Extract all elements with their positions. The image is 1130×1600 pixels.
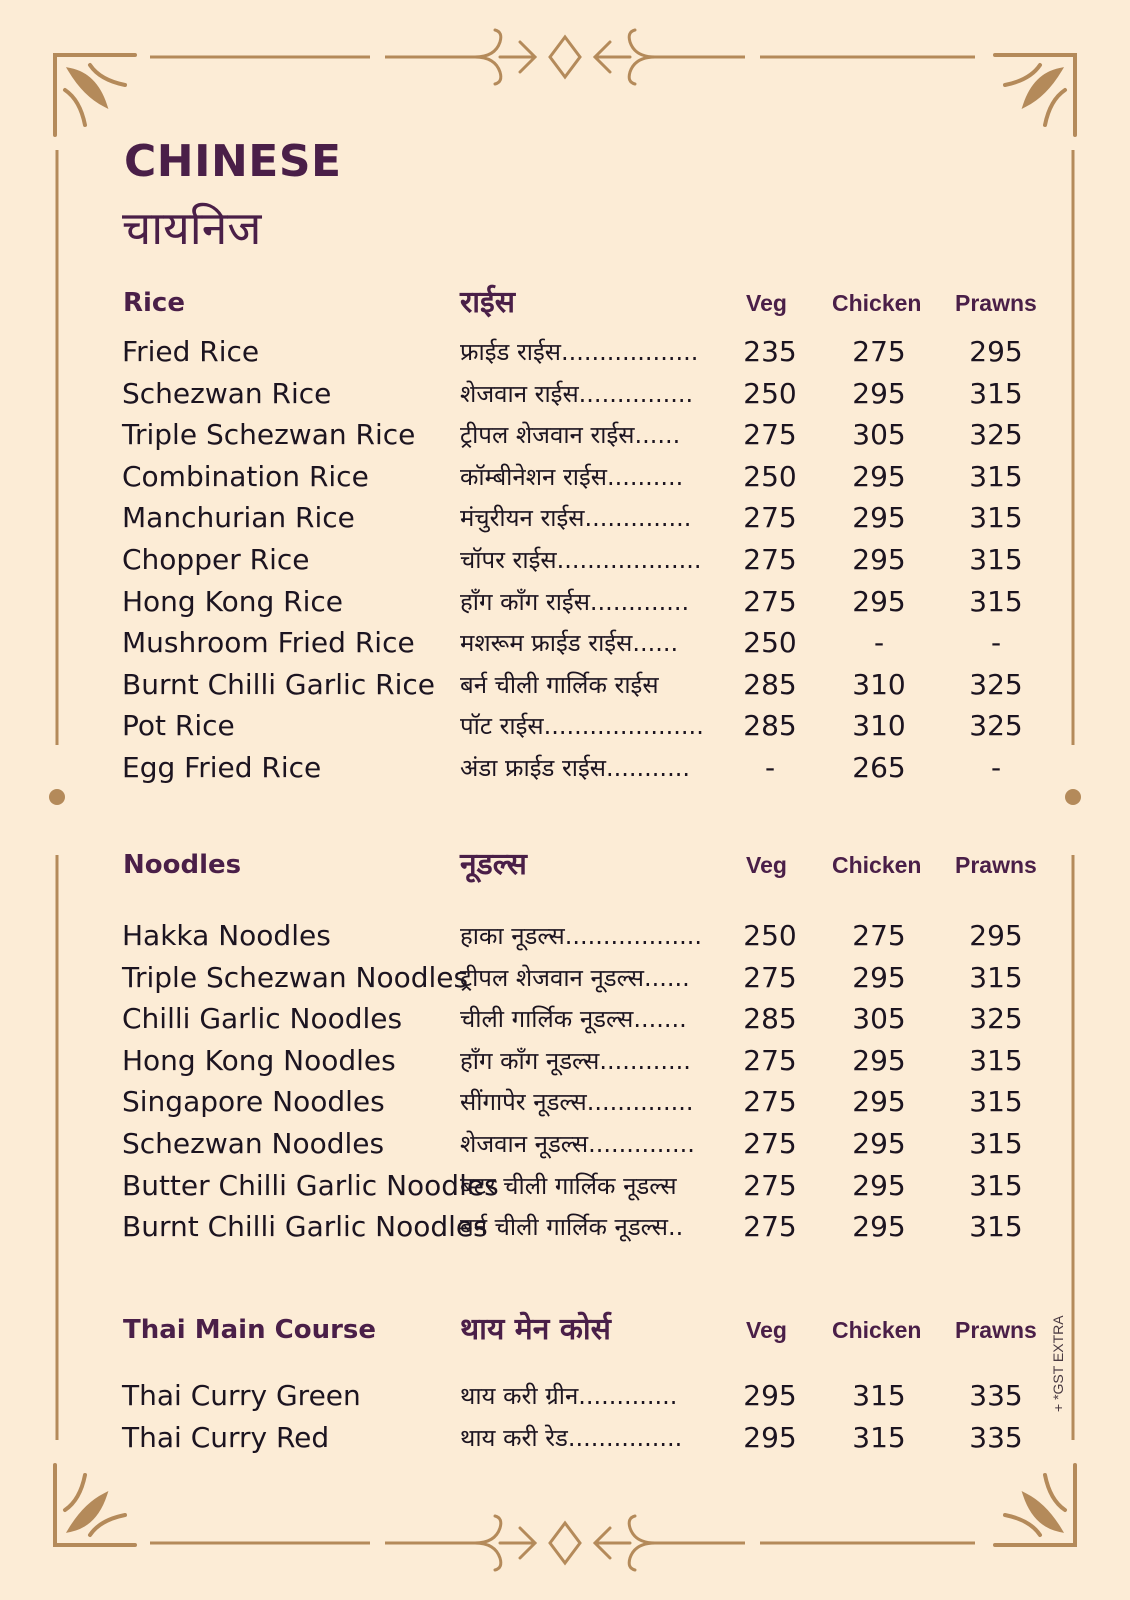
menu-item-row <box>0 916 1130 956</box>
section-title-hindi: थाय मेन कोर्स <box>460 1312 611 1347</box>
item-name-hindi: बर्न चीली गार्लिक राईस <box>460 670 659 699</box>
price-chicken: 265 <box>852 751 906 784</box>
bottom-flourish <box>385 1508 745 1578</box>
item-name: Mushroom Fried Rice <box>122 626 415 660</box>
menu-item-row <box>0 374 1130 414</box>
price-veg: 295 <box>743 1420 797 1454</box>
item-name: Singapore Noodles <box>122 1085 385 1119</box>
item-name: Manchurian Rice <box>122 501 355 535</box>
menu-item-row <box>0 958 1130 998</box>
section-header <box>0 1310 1130 1350</box>
column-chicken: Chicken <box>832 852 922 878</box>
item-name-hindi: हाका नूडल्स.................. <box>460 922 703 950</box>
column-veg: Veg <box>746 1317 787 1343</box>
price-veg: 250 <box>743 626 797 660</box>
price-chicken: - <box>873 626 885 660</box>
price-veg: 275 <box>743 1085 797 1119</box>
item-name-hindi: बर्न चीली गार्लिक नूडल्स.. <box>460 1213 684 1242</box>
menu-item-row <box>0 1207 1130 1247</box>
price-veg: 250 <box>743 459 797 493</box>
item-name-hindi: मशरूम फ्राईड राईस...... <box>460 629 679 658</box>
item-name: Hong Kong Rice <box>122 584 343 618</box>
item-name-hindi: चॉपर राईस................... <box>460 546 702 574</box>
item-name-hindi: ट्रीपल शेजवान राईस...... <box>460 421 681 450</box>
menu-item-row <box>0 540 1130 580</box>
price-veg: 285 <box>743 667 797 701</box>
section-header <box>0 283 1130 323</box>
price-chicken: 305 <box>852 1002 906 1036</box>
price-chicken: 295 <box>852 1168 906 1202</box>
item-name-hindi: शेजवान राईस............... <box>460 379 694 408</box>
section-title: Thai Main Course <box>123 1315 377 1345</box>
price-prawns: 325 <box>969 418 1023 452</box>
price-prawns: 315 <box>969 1168 1023 1202</box>
item-name: Schezwan Noodles <box>122 1127 385 1160</box>
price-prawns: - <box>990 626 1002 660</box>
item-name-hindi: थाय करी रेड............... <box>460 1423 683 1452</box>
price-prawns: 315 <box>969 1210 1023 1244</box>
price-prawns: 315 <box>969 501 1023 535</box>
price-veg: 285 <box>743 709 797 743</box>
item-name-hindi: बटर चीली गार्लिक नूडल्स <box>460 1171 677 1200</box>
menu-item-row <box>0 1376 1130 1416</box>
column-veg: Veg <box>746 290 787 316</box>
price-chicken: 305 <box>852 418 906 452</box>
menu-item-row <box>0 1124 1130 1164</box>
corner-ornament-bottom-left <box>50 1460 140 1550</box>
price-prawns: 315 <box>969 1043 1023 1077</box>
price-chicken: 295 <box>852 1085 906 1119</box>
price-chicken: 295 <box>852 960 906 994</box>
price-prawns: 315 <box>969 376 1023 410</box>
item-name: Egg Fried Rice <box>122 751 322 784</box>
price-veg: 285 <box>743 1002 797 1036</box>
column-prawns: Prawns <box>955 1317 1037 1343</box>
section-title: Rice <box>123 288 185 318</box>
menu-item-row <box>0 582 1130 622</box>
item-name: Hakka Noodles <box>122 919 331 952</box>
item-name-hindi: फ्राईड राईस.................. <box>460 338 699 366</box>
corner-ornament-top-right <box>990 50 1080 140</box>
price-veg: 275 <box>743 501 797 535</box>
price-veg: 275 <box>743 960 797 994</box>
price-chicken: 315 <box>852 1379 906 1412</box>
menu-item-row <box>0 999 1130 1039</box>
item-name: Schezwan Rice <box>122 376 332 410</box>
menu-item-row <box>0 457 1130 497</box>
price-veg: 235 <box>743 335 797 368</box>
price-chicken: 295 <box>852 1043 906 1077</box>
price-chicken: 275 <box>852 335 906 368</box>
price-prawns: 335 <box>969 1379 1023 1412</box>
item-name: Fried Rice <box>122 335 260 368</box>
menu-item-row <box>0 748 1130 788</box>
corner-ornament-top-left <box>50 50 140 140</box>
section-title: Noodles <box>123 850 242 880</box>
price-chicken: 295 <box>852 376 906 410</box>
price-prawns: 315 <box>969 1085 1023 1119</box>
item-name-hindi: हाँग काँग राईस............. <box>460 587 690 616</box>
item-name: Burnt Chilli Garlic Noodles <box>122 1210 488 1244</box>
item-name-hindi: मंचुरीयन राईस.............. <box>460 504 692 533</box>
item-name: Combination Rice <box>122 459 369 493</box>
item-name: Burnt Chilli Garlic Rice <box>122 667 435 701</box>
price-veg: 275 <box>743 1210 797 1244</box>
item-name: Butter Chilli Garlic Noodles <box>122 1168 499 1202</box>
price-veg: - <box>764 751 776 784</box>
price-chicken: 295 <box>852 584 906 618</box>
section-title-hindi: नूडल्स <box>460 847 527 882</box>
item-name: Chilli Garlic Noodles <box>122 1002 403 1036</box>
price-prawns: 325 <box>969 1002 1023 1036</box>
gst-footnote: + *GST EXTRA <box>1050 1315 1066 1412</box>
column-prawns: Prawns <box>955 852 1037 878</box>
item-name-hindi: अंडा फ्राईड राईस........... <box>460 754 690 782</box>
item-name-hindi: शेजवान नूडल्स.............. <box>460 1130 695 1158</box>
menu-item-row <box>0 623 1130 663</box>
price-veg: 250 <box>743 376 797 410</box>
column-prawns: Prawns <box>955 290 1037 316</box>
column-chicken: Chicken <box>832 290 922 316</box>
menu-item-row <box>0 1082 1130 1122</box>
item-name-hindi: पॉट राईस..................... <box>460 712 704 741</box>
price-chicken: 310 <box>852 667 906 701</box>
item-name-hindi: चीली गार्लिक नूडल्स....... <box>460 1005 687 1034</box>
price-veg: 275 <box>743 418 797 452</box>
menu-item-row <box>0 706 1130 746</box>
menu-item-row <box>0 415 1130 455</box>
item-name-hindi: थाय करी ग्रीन............. <box>460 1382 678 1410</box>
section-title-hindi: राईस <box>460 285 516 320</box>
price-chicken: 295 <box>852 543 906 576</box>
price-chicken: 295 <box>852 501 906 535</box>
item-name-hindi: सींगापेर नूडल्स.............. <box>460 1088 694 1117</box>
price-prawns: 325 <box>969 667 1023 701</box>
price-prawns: 315 <box>969 584 1023 618</box>
price-chicken: 295 <box>852 1127 906 1160</box>
menu-title-hindi: चायनिज <box>122 201 262 255</box>
item-name: Thai Curry Red <box>122 1420 330 1454</box>
price-prawns: 335 <box>969 1420 1023 1454</box>
price-prawns: 315 <box>969 1127 1023 1160</box>
column-chicken: Chicken <box>832 1317 922 1343</box>
column-veg: Veg <box>746 852 787 878</box>
item-name: Triple Schezwan Rice <box>122 418 416 452</box>
price-chicken: 315 <box>852 1420 906 1454</box>
price-veg: 275 <box>743 584 797 618</box>
item-name-hindi: हाँग काँग नूडल्स............ <box>460 1046 691 1075</box>
price-veg: 275 <box>743 1043 797 1077</box>
item-name-hindi: कॉम्बीनेशन राईस.......... <box>460 462 684 491</box>
price-chicken: 310 <box>852 709 906 743</box>
price-veg: 295 <box>743 1379 797 1412</box>
price-prawns: 325 <box>969 709 1023 743</box>
price-veg: 275 <box>743 543 797 576</box>
menu-title: CHINESE <box>124 136 342 187</box>
item-name: Hong Kong Noodles <box>122 1043 396 1077</box>
price-prawns: 315 <box>969 960 1023 994</box>
price-prawns: - <box>990 751 1002 784</box>
price-prawns: 295 <box>969 919 1023 952</box>
price-chicken: 295 <box>852 1210 906 1244</box>
menu-item-row <box>0 665 1130 705</box>
menu-item-row <box>0 498 1130 538</box>
price-veg: 275 <box>743 1127 797 1160</box>
price-veg: 250 <box>743 919 797 952</box>
item-name: Triple Schezwan Noodles <box>122 960 469 994</box>
menu-item-row <box>0 1166 1130 1206</box>
price-prawns: 295 <box>969 335 1023 368</box>
top-flourish <box>385 22 745 92</box>
price-prawns: 315 <box>969 459 1023 493</box>
price-veg: 275 <box>743 1168 797 1202</box>
item-name: Chopper Rice <box>122 543 310 576</box>
price-chicken: 275 <box>852 919 906 952</box>
section-header <box>0 845 1130 885</box>
price-prawns: 315 <box>969 543 1023 576</box>
item-name-hindi: ट्रीपल शेजवान नूडल्स...... <box>460 963 690 992</box>
item-name: Thai Curry Green <box>122 1379 361 1412</box>
item-name: Pot Rice <box>122 709 235 743</box>
price-chicken: 295 <box>852 459 906 493</box>
menu-item-row <box>0 1418 1130 1458</box>
corner-ornament-bottom-right <box>990 1460 1080 1550</box>
menu-item-row <box>0 332 1130 372</box>
menu-item-row <box>0 1041 1130 1081</box>
